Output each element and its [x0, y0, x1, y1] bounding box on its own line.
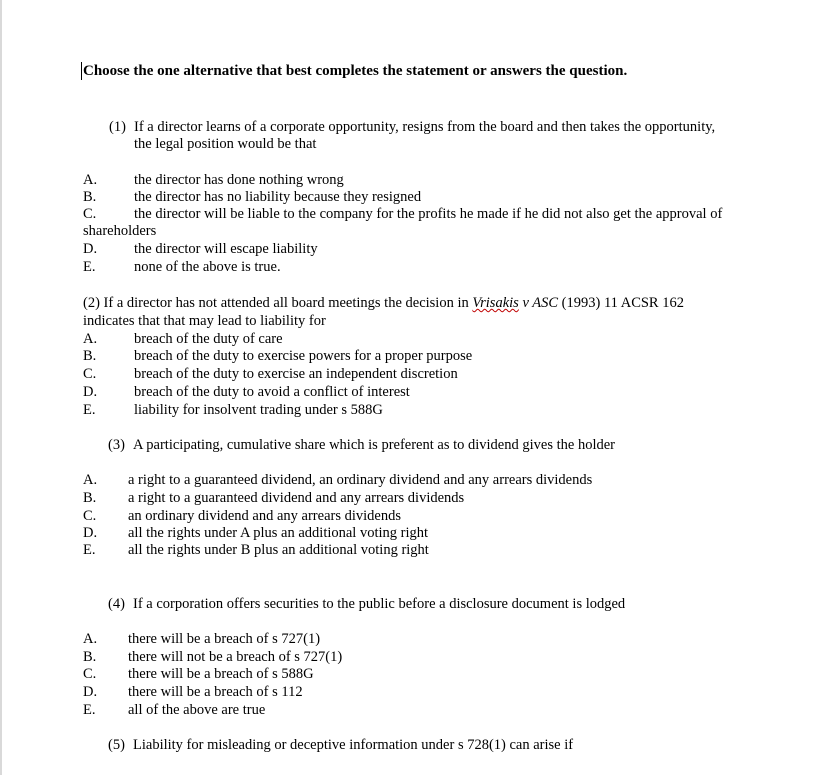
- q1-option-d-text: the director will escape liability: [134, 241, 318, 257]
- q3-option-e-letter: E.: [83, 542, 96, 558]
- q1-option-e-text: none of the above is true.: [134, 259, 281, 275]
- instruction-heading: Choose the one alternative that best completes the statement or answers the question.: [83, 63, 628, 79]
- q4-option-a-letter: A.: [83, 631, 98, 647]
- q3-option-b-text: a right to a guaranteed dividend and any arrears dividends: [128, 490, 465, 506]
- q2-option-b-letter: B.: [83, 348, 97, 364]
- q2-option-a-letter: A.: [83, 331, 98, 347]
- q1-option-b-text: the director has no liability because they resigned: [134, 189, 422, 205]
- q3-option-e-text: all the rights under B plus an additional voting right: [128, 542, 429, 558]
- q4-option-c-text: there will be a breach of s 588G: [128, 666, 314, 682]
- q4-option-d-text: there will be a breach of s 112: [128, 684, 303, 700]
- q3-option-c-text: an ordinary dividend and any arrears dividends: [128, 508, 401, 524]
- q4-option-c-letter: C.: [83, 666, 97, 682]
- q5-stem-line1: Liability for misleading or deceptive information under s 728(1) can arise if: [133, 737, 574, 753]
- q2-case-v: v: [518, 295, 533, 311]
- q2-stem-line1: [83, 295, 684, 312]
- text-cursor: [81, 62, 82, 80]
- q1-option-a-text: the director has done nothing wrong: [134, 172, 344, 188]
- q2-option-c-text: breach of the duty to exercise an independent discretion: [134, 366, 458, 382]
- page-left-edge: [0, 0, 2, 775]
- q3-option-c-letter: C.: [83, 508, 97, 524]
- q3-stem-line1: A participating, cumulative share which is preferent as to dividend gives the holder: [133, 437, 615, 453]
- q3-option-d-text: all the rights under A plus an additional voting right: [128, 525, 429, 541]
- q2-option-b-text: breach of the duty to exercise powers for a proper purpose: [134, 348, 473, 364]
- q3-option-d-letter: D.: [83, 525, 98, 541]
- q2-option-e-letter: E.: [83, 402, 96, 418]
- q1-stem-line1: If a director learns of a corporate opportunity, resigns from the board and then takes the opportunity,: [134, 119, 716, 135]
- q3-number: (3): [108, 437, 125, 453]
- q1-option-e-letter: E.: [83, 259, 96, 275]
- q2-case-name: Vrisakis: [472, 295, 519, 311]
- q4-option-e-letter: E.: [83, 702, 96, 718]
- q2-option-d-letter: D.: [83, 384, 98, 400]
- q4-option-e-text: all of the above are true: [128, 702, 266, 718]
- q4-stem-line1: If a corporation offers securities to the public before a disclosure document is lodged: [133, 596, 626, 612]
- q4-option-d-letter: D.: [83, 684, 98, 700]
- q4-option-b-text: there will not be a breach of s 727(1): [128, 649, 343, 665]
- q4-number: (4): [108, 596, 125, 612]
- q1-stem-line2: the legal position would be that: [134, 136, 317, 152]
- q1-option-d-letter: D.: [83, 241, 98, 257]
- q3-option-a-text: a right to a guaranteed dividend, an ordinary dividend and any arrears dividends: [128, 472, 593, 488]
- q2-stem-post: (1993) 11 ACSR 162: [558, 295, 684, 311]
- q2-option-d-text: breach of the duty to avoid a conflict of interest: [134, 384, 410, 400]
- q2-case-party: ASC: [532, 295, 559, 311]
- q2-stem-pre: (2) If a director has not attended all board meetings the decision in: [83, 295, 473, 311]
- q2-option-a-text: breach of the duty of care: [134, 331, 283, 347]
- q1-option-c-text: the director will be liable to the company for the profits he made if he did not also get the approval of: [134, 206, 723, 222]
- q2-stem-line2: indicates that that may lead to liability for: [83, 313, 326, 329]
- q1-option-a-letter: A.: [83, 172, 98, 188]
- q1-option-b-letter: B.: [83, 189, 97, 205]
- q4-option-a-text: there will be a breach of s 727(1): [128, 631, 321, 647]
- q3-option-a-letter: A.: [83, 472, 98, 488]
- q1-option-c-letter: C.: [83, 206, 97, 222]
- q2-option-c-letter: C.: [83, 366, 97, 382]
- q3-option-b-letter: B.: [83, 490, 97, 506]
- q2-option-e-text: liability for insolvent trading under s 588G: [134, 402, 383, 418]
- q4-option-b-letter: B.: [83, 649, 97, 665]
- q1-number: (1): [109, 119, 126, 135]
- q1-option-c-wrap: shareholders: [83, 223, 157, 239]
- q5-number: (5): [108, 737, 125, 753]
